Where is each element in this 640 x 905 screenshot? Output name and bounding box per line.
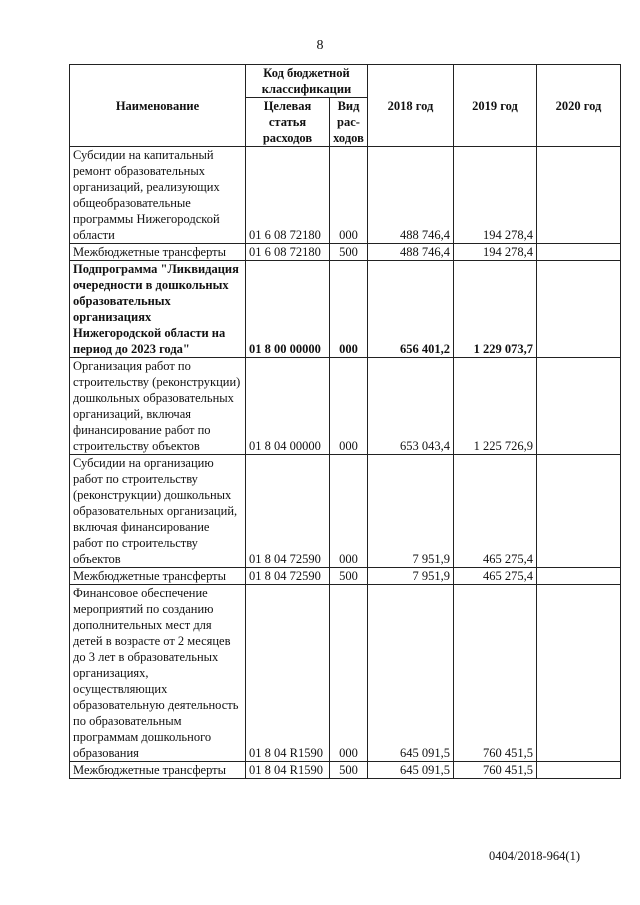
row-name: Межбюджетные трансферты: [70, 762, 246, 779]
table-row: [70, 585, 621, 762]
row-2019-value: 760 451,5: [454, 585, 537, 762]
row-expense-type: 000: [330, 585, 368, 762]
row-name: Подпрограмма "Ликвидация очередности в дошкольных образовательных организациях Нижегородской области на период до 2023 года": [70, 261, 246, 358]
row-expense-type: 500: [330, 762, 368, 779]
row-name: Субсидии на капитальный ремонт образовательных организаций, реализующих общеобразовательные программы Нижегородской области: [70, 147, 246, 244]
row-2019-value: 465 275,4: [454, 455, 537, 568]
row-name: Финансовое обеспечение мероприятий по созданию дополнительных мест для детей в возрасте от 2 месяцев до 3 лет в образовательных организациях, осуществляющих образовательную деятельность по образовательным программам дошкольного образования: [70, 585, 246, 762]
page-number: 8: [316, 38, 324, 53]
row-expense-type: 500: [330, 244, 368, 261]
row-name: Организация работ по строительству (реконструкции) дошкольных образовательных организаций, включая финансирование работ по строительству объектов: [70, 358, 246, 455]
row-target-code: 01 8 04 00000: [246, 358, 330, 455]
row-target-code: 01 6 08 72180: [246, 147, 330, 244]
row-2018-value: 645 091,5: [368, 762, 454, 779]
row-2018-value: 656 401,2: [368, 261, 454, 358]
row-expense-type: 000: [330, 358, 368, 455]
row-2020-value: [537, 585, 621, 762]
row-2019-value: 194 278,4: [454, 147, 537, 244]
header-2019: 2019 год: [454, 65, 537, 147]
row-2020-value: [537, 358, 621, 455]
row-2020-value: [537, 147, 621, 244]
row-2018-value: 488 746,4: [368, 244, 454, 261]
row-2019-value: 760 451,5: [454, 762, 537, 779]
table-row: [70, 568, 621, 585]
header-kbk: Код бюджетной классификации: [246, 65, 368, 98]
table-row: [70, 147, 621, 244]
row-name: Субсидии на организацию работ по строительству (реконструкции) дошкольных образовательных организаций, включая финансирование работ по строительству объектов: [70, 455, 246, 568]
row-2018-value: 7 951,9: [368, 455, 454, 568]
row-target-code: 01 8 00 00000: [246, 261, 330, 358]
table-row: [70, 455, 621, 568]
row-2020-value: [537, 261, 621, 358]
row-2020-value: [537, 455, 621, 568]
row-target-code: 01 8 04 R1590: [246, 585, 330, 762]
row-2019-value: 194 278,4: [454, 244, 537, 261]
table-row: [70, 244, 621, 261]
header-2020: 2020 год: [537, 65, 621, 147]
row-2020-value: [537, 568, 621, 585]
row-2018-value: 488 746,4: [368, 147, 454, 244]
table-row: [70, 762, 621, 779]
row-target-code: 01 6 08 72180: [246, 244, 330, 261]
row-expense-type: 000: [330, 147, 368, 244]
row-target-code: 01 8 04 72590: [246, 568, 330, 585]
row-name: Межбюджетные трансферты: [70, 568, 246, 585]
row-2019-value: 465 275,4: [454, 568, 537, 585]
row-expense-type: 000: [330, 261, 368, 358]
row-target-code: 01 8 04 72590: [246, 455, 330, 568]
row-target-code: 01 8 04 R1590: [246, 762, 330, 779]
table-row: [70, 261, 621, 358]
row-2018-value: 7 951,9: [368, 568, 454, 585]
row-2020-value: [537, 762, 621, 779]
row-2020-value: [537, 244, 621, 261]
header-type: Вид рас-ходов: [330, 98, 368, 147]
row-expense-type: 500: [330, 568, 368, 585]
header-name: Наименование: [70, 65, 246, 147]
row-name: Межбюджетные трансферты: [70, 244, 246, 261]
row-2018-value: 645 091,5: [368, 585, 454, 762]
row-2019-value: 1 225 726,9: [454, 358, 537, 455]
table-row: [70, 358, 621, 455]
budget-table: [69, 64, 621, 779]
row-2019-value: 1 229 073,7: [454, 261, 537, 358]
document-code: 0404/2018-964(1): [489, 849, 580, 863]
row-expense-type: 000: [330, 455, 368, 568]
row-2018-value: 653 043,4: [368, 358, 454, 455]
header-target: Целевая статья расходов: [246, 98, 330, 147]
header-2018: 2018 год: [368, 65, 454, 147]
